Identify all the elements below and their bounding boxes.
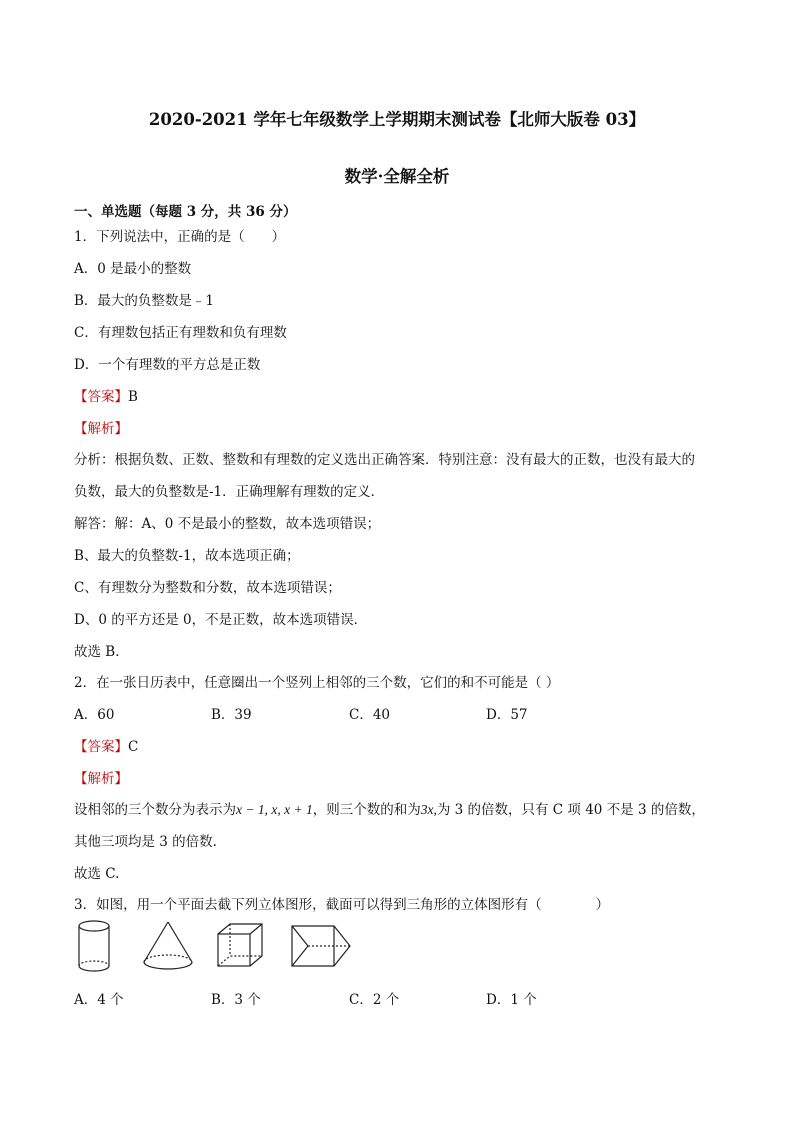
answer-value: B [128, 389, 138, 405]
text-run: ，则三个数的和为 [312, 802, 421, 818]
q2-option-c: C．40 [349, 707, 391, 723]
cube-figure [218, 924, 262, 966]
answer-tag: 【答案】 [74, 739, 128, 755]
q2-option-b: B．39 [211, 707, 252, 723]
section-heading: 一、单选题（每题 3 分，共 36 分） [74, 204, 297, 220]
cone-figure [144, 922, 192, 969]
solid-figures [72, 918, 372, 978]
q1-conclusion: 故选 B． [74, 644, 129, 660]
q3-option-a: A．4 个 [74, 992, 124, 1008]
q2-analysis-line: 其他三项均是 3 的倍数. [74, 834, 217, 850]
q2-stem: 2．在一张日历表中，任意圈出一个竖列上相邻的三个数，它们的和不可能是（ ） [74, 675, 560, 691]
math-expression: x − 1, x, x + 1 [236, 802, 313, 817]
q1-analysis-line: B、最大的负整数-1，故本选项正确； [74, 548, 300, 564]
q3-stem: 3．如图，用一个平面去截下列立体图形，截面可以得到三角形的立体图形有（ ） [74, 897, 610, 913]
q1-analysis-tag: 【解析】 [74, 421, 128, 437]
q1-analysis-line: 分析：根据负数、正数、整数和有理数的定义选出正确答案．特别注意：没有最大的正数，也没有最大的 [74, 452, 695, 468]
q1-answer [74, 385, 138, 405]
q1-analysis-line: D、0 的平方还是 0，不是正数，故本选项错误． [74, 612, 368, 628]
q2-analysis-line [74, 798, 705, 818]
q2-analysis-tag: 【解析】 [74, 771, 128, 787]
answer-tag: 【答案】 [74, 389, 128, 405]
q1-option-a: A．0 是最小的整数 [74, 261, 192, 277]
q1-analysis-line: 解答：解：A、0 不是最小的整数，故本选项错误； [74, 516, 381, 532]
q1-stem: 1．下列说法中，正确的是（ ） [74, 229, 286, 245]
text-run: 为 3 的倍数，只有 C 项 40 不是 3 的倍数， [436, 802, 705, 818]
q2-answer [74, 735, 138, 755]
math-expression: 3x, [420, 802, 437, 817]
q3-option-c: C．2 个 [349, 992, 400, 1008]
q2-conclusion: 故选 C. [74, 866, 120, 882]
answer-value: C [128, 739, 139, 755]
q1-option-d: D．一个有理数的平方总是正数 [74, 357, 261, 373]
cylinder-figure [79, 921, 109, 971]
q3-option-d: D．1 个 [486, 992, 537, 1008]
triangular-prism-figure [292, 926, 350, 966]
q1-option-b: B．最大的负整数是﹣1 [74, 293, 215, 309]
text-run: 设相邻的三个数分为表示为 [74, 802, 236, 818]
q3-option-b: B．3 个 [211, 992, 261, 1008]
page-title: 2020-2021 学年七年级数学上学期期末测试卷【北师大版卷 03】 [148, 110, 646, 129]
q2-option-a: A．60 [74, 707, 115, 723]
q1-option-c: C．有理数包括正有理数和负有理数 [74, 325, 287, 341]
q1-analysis-line: 负数，最大的负整数是-1．正确理解有理数的定义． [74, 484, 385, 500]
q2-option-d: D．57 [486, 707, 528, 723]
q1-analysis-line: C、有理数分为整数和分数，故本选项错误； [74, 580, 341, 596]
page-subtitle: 数学·全解全析 [344, 167, 450, 186]
